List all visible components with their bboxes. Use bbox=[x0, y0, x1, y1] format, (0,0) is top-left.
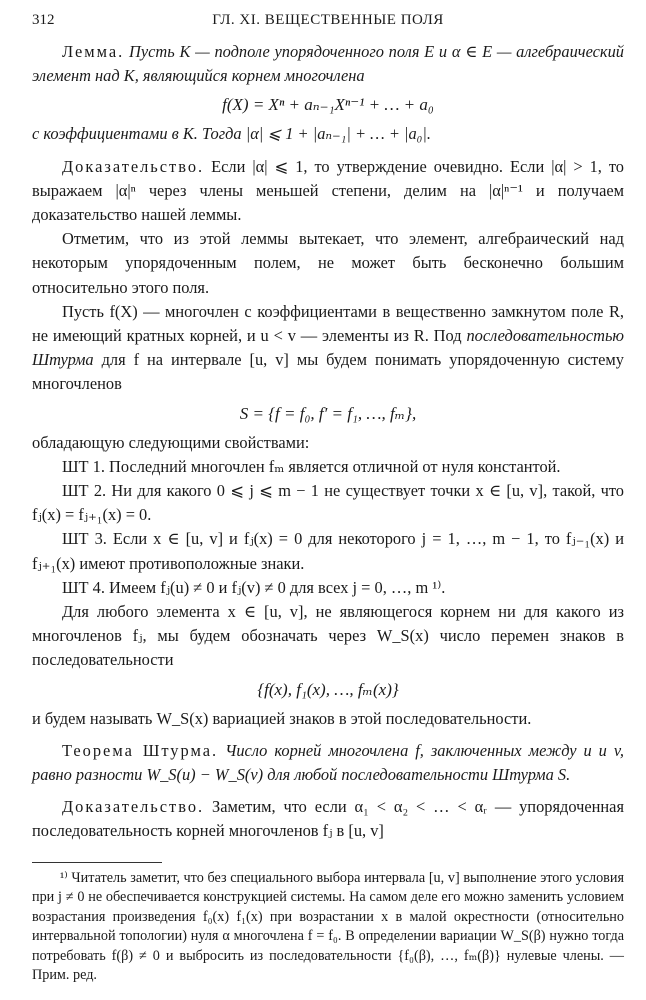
lemma-text: Пусть K — подполе упорядоченного поля E и α ∈ E — алгебраический элемент над K, являющийся корнем многочлена bbox=[32, 42, 624, 86]
page-header bbox=[32, 10, 624, 40]
proof-label: Доказательство. bbox=[62, 156, 205, 176]
sturm-formula: S = {f = f₀, f′ = f₁, …, fₘ}, bbox=[239, 403, 417, 423]
lemma-formula: f(X) = Xⁿ + aₙ₋₁Xⁿ⁻¹ + … + a₀ bbox=[222, 95, 434, 115]
theorem-proof bbox=[32, 795, 624, 843]
page-number: 312 bbox=[32, 12, 55, 28]
proof-text: Если |α| ⩽ 1, то утверждение очевидно. Если |α| > 1, то выражаем |α|ⁿ через члены меньшей степени, делим на |α|ⁿ⁻¹ и получаем доказательство нашей леммы. bbox=[32, 156, 624, 225]
sturm-term: последовательностью Штурма bbox=[32, 326, 624, 370]
sturm-def-text-b: для f на интервале [u, v] мы будем понимать упорядоченную систему многочленов bbox=[32, 350, 624, 394]
running-title: ГЛ. XI. ВЕЩЕСТВЕННЫЕ ПОЛЯ bbox=[212, 12, 444, 28]
lemma-statement bbox=[32, 40, 624, 88]
property-2: ШТ 2. Ни для какого 0 ⩽ j ⩽ m − 1 не существует точки x ∈ [u, v], такой, что fⱼ(x) = fⱼ₊₁(x) = 0. bbox=[32, 481, 624, 525]
sturm-definition bbox=[32, 300, 624, 397]
sturm-def-text-a: Пусть f(X) — многочлен с коэффициентами в вещественно замкнутом поле R, не имеющий кратных корней, и u < v — элементы из R. Под bbox=[32, 301, 624, 346]
footnote: ¹⁾ Читатель заметит, что без специального выбора интервала [u, v] выполнение этого условия при j ≠ 0 не обеспечивается конструкцией системы. На самом деле его можно заменить условием возрастания произведения f₀(x) f₁(x) при возрастании x в малой окрестности (относительно интервальной топологии) нуля α многочлена f = f₀. В определении вариации W_S(β) нужно тогда потребовать f(β) ≠ 0 и выбросить из последовательности {f₀(β), …, fₘ(β)} нулевые члены. — Прим. ред. bbox=[32, 869, 624, 984]
proof2-label: Доказательство. bbox=[62, 797, 205, 817]
lemma-conclusion: с коэффициентами в K. Тогда |α| ⩽ 1 + |aₙ₋₁| + … + |a₀|. bbox=[32, 124, 431, 144]
theorem-text: Число корней многочлена f, заключенных между u и v, равно разности W_S(u) − W_S(v) для любой последовательности Штурма S. bbox=[32, 740, 624, 785]
lemma-proof bbox=[32, 155, 624, 228]
proof2-text: Заметим, что если α₁ < α₂ < … < αᵣ — упорядоченная последовательность корней многочленов fⱼ в [u, v] bbox=[32, 797, 624, 841]
variation-after: и будем называть W_S(x) вариацией знаков в этой последовательности. bbox=[32, 708, 532, 728]
footnote-rule bbox=[32, 862, 162, 863]
lemma-label: Лемма. bbox=[62, 42, 125, 61]
property-3: ШТ 3. Если x ∈ [u, v] и fⱼ(x) = 0 для некоторого j = 1, …, m − 1, то fⱼ₋₁(x) и fⱼ₊₁(x) имеют противоположные знаки. bbox=[32, 529, 624, 573]
sturm-theorem bbox=[32, 739, 624, 787]
remark-paragraph: Отметим, что из этой леммы вытекает, что элемент, алгебраический над некоторым упорядоченным полем, не может быть бесконечно большим относительно этого поля. bbox=[32, 229, 624, 297]
theorem-label: Теорема Штурма. bbox=[62, 740, 219, 760]
property-4: ШТ 4. Имеем fⱼ(u) ≠ 0 и fⱼ(v) ≠ 0 для всех j = 0, …, m ¹⁾. bbox=[62, 577, 446, 597]
variation-definition: Для любого элемента x ∈ [u, v], не являющегося корнем ни для какого из многочленов fⱼ, мы будем обозначать через W_S(x) число перемен знаков в последовательности bbox=[32, 602, 624, 670]
sturm-after: обладающую следующими свойствами: bbox=[32, 432, 310, 452]
variation-formula: {f(x), f₁(x), …, fₘ(x)} bbox=[257, 679, 399, 699]
property-1: ШТ 1. Последний многочлен fₘ является отличной от нуля константой. bbox=[62, 456, 561, 476]
